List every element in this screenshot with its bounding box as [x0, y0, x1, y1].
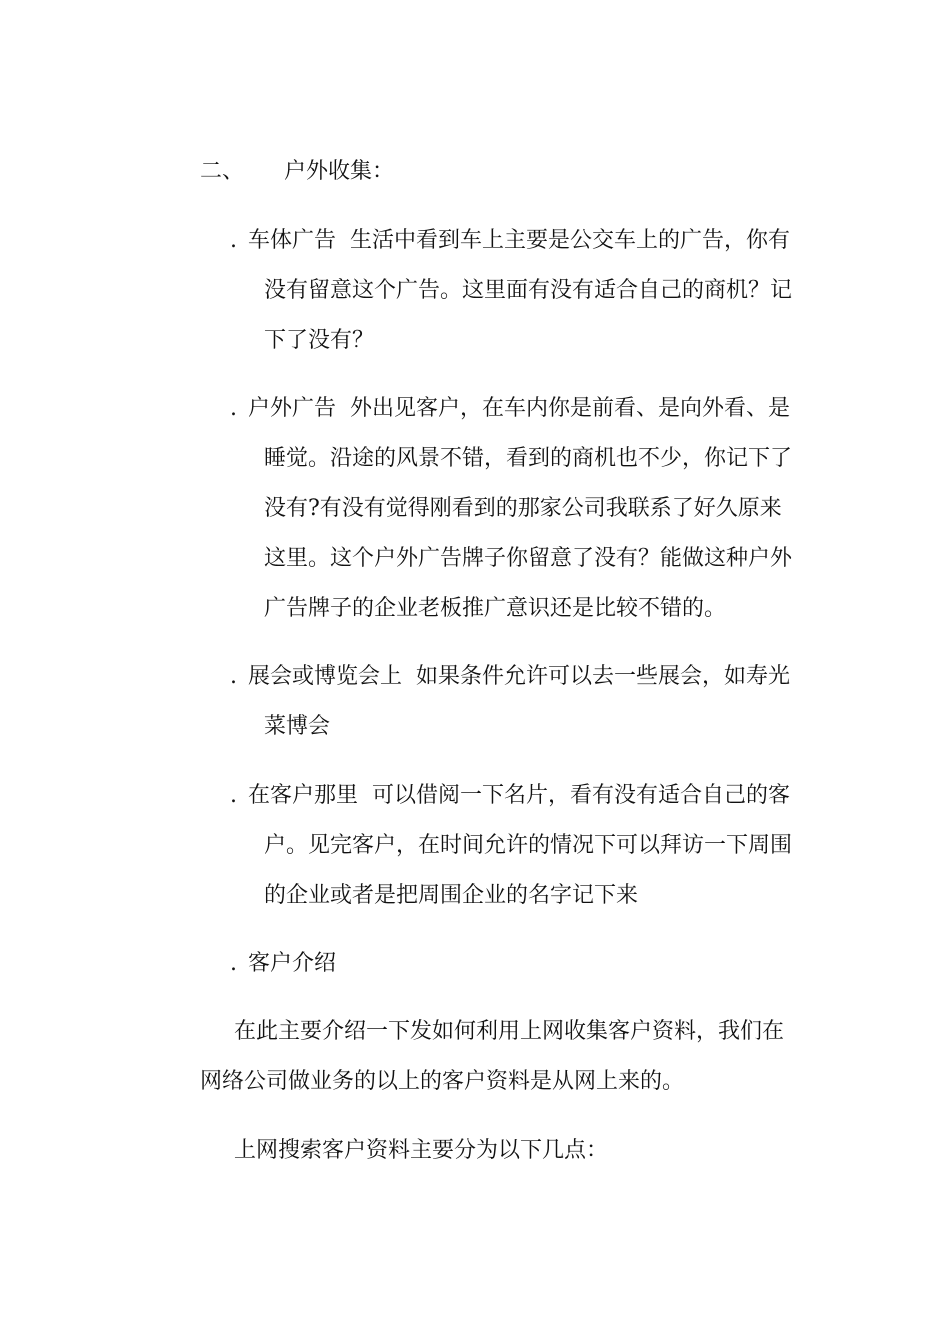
list-item-continuation: 广告牌子的企业老板推广意识还是比较不错的。 — [264, 596, 727, 621]
list-item-text: 生活中看到车上主要是公交车上的广告，你有 — [350, 228, 791, 253]
list-item-term: 在客户那里 — [248, 783, 359, 808]
list-item-continuation: 下了没有？ — [264, 328, 375, 353]
section-heading — [200, 156, 394, 188]
list-item-continuation: 的企业或者是把周围企业的名字记下来 — [264, 883, 639, 908]
list-item-continuation: 没有?有没有觉得刚看到的那家公司我联系了好久原来 — [264, 496, 782, 521]
list-item — [230, 216, 830, 366]
list-item-text: 外出见客户，在车内你是前看、是向外看、是 — [350, 396, 791, 421]
section-title: 户外收集： — [284, 159, 395, 184]
paragraph-text: 上网搜索客户资料主要分为以下几点： — [234, 1138, 609, 1163]
list-item — [230, 939, 830, 989]
section-number: 二、 — [200, 159, 245, 184]
list-bullet: . — [230, 664, 237, 689]
list-item-continuation: 睡觉。沿途的风景不错，看到的商机也不少，你记下了 — [264, 446, 793, 471]
list-item-first-line — [230, 384, 830, 434]
list-item — [230, 771, 830, 921]
list-item-continuation: 这里。这个户外广告牌子你留意了没有？能做这种户外 — [264, 546, 793, 571]
list-bullet: . — [230, 951, 237, 976]
list-item-text: 可以借阅一下名片，看有没有适合自己的客 — [372, 783, 791, 808]
list-item — [230, 652, 830, 752]
list-item-first-line — [230, 216, 830, 266]
paragraph-text: 在此主要介绍一下发如何利用上网收集客户资料，我们在 — [234, 1019, 785, 1044]
list-bullet: . — [230, 228, 237, 253]
body-paragraph — [200, 1007, 810, 1107]
paragraph-line — [200, 1007, 810, 1057]
list-item — [230, 384, 830, 634]
list-item-continuation: 菜博会 — [264, 714, 331, 739]
list-item-first-line — [230, 652, 830, 702]
list-item-term: 车体广告 — [248, 228, 337, 253]
list-item-term: 展会或博览会上 — [248, 664, 403, 689]
paragraph-line — [200, 1126, 810, 1176]
list-item-term: 客户介绍 — [248, 951, 337, 976]
list-item-term: 户外广告 — [248, 396, 337, 421]
list-item-continuation: 没有留意这个广告。这里面有没有适合自己的商机？记 — [264, 278, 793, 303]
body-paragraph — [200, 1126, 810, 1176]
list-item-first-line — [230, 939, 830, 989]
list-item-text: 如果条件允许可以去一些展会，如寿光 — [416, 664, 791, 689]
list-item-continuation: 户。见完客户，在时间允许的情况下可以拜访一下周围 — [264, 833, 793, 858]
list-bullet: . — [230, 396, 237, 421]
paragraph-line: 网络公司做业务的以上的客户资料是从网上来的。 — [200, 1069, 685, 1094]
list-bullet: . — [230, 783, 237, 808]
list-item-first-line — [230, 771, 830, 821]
